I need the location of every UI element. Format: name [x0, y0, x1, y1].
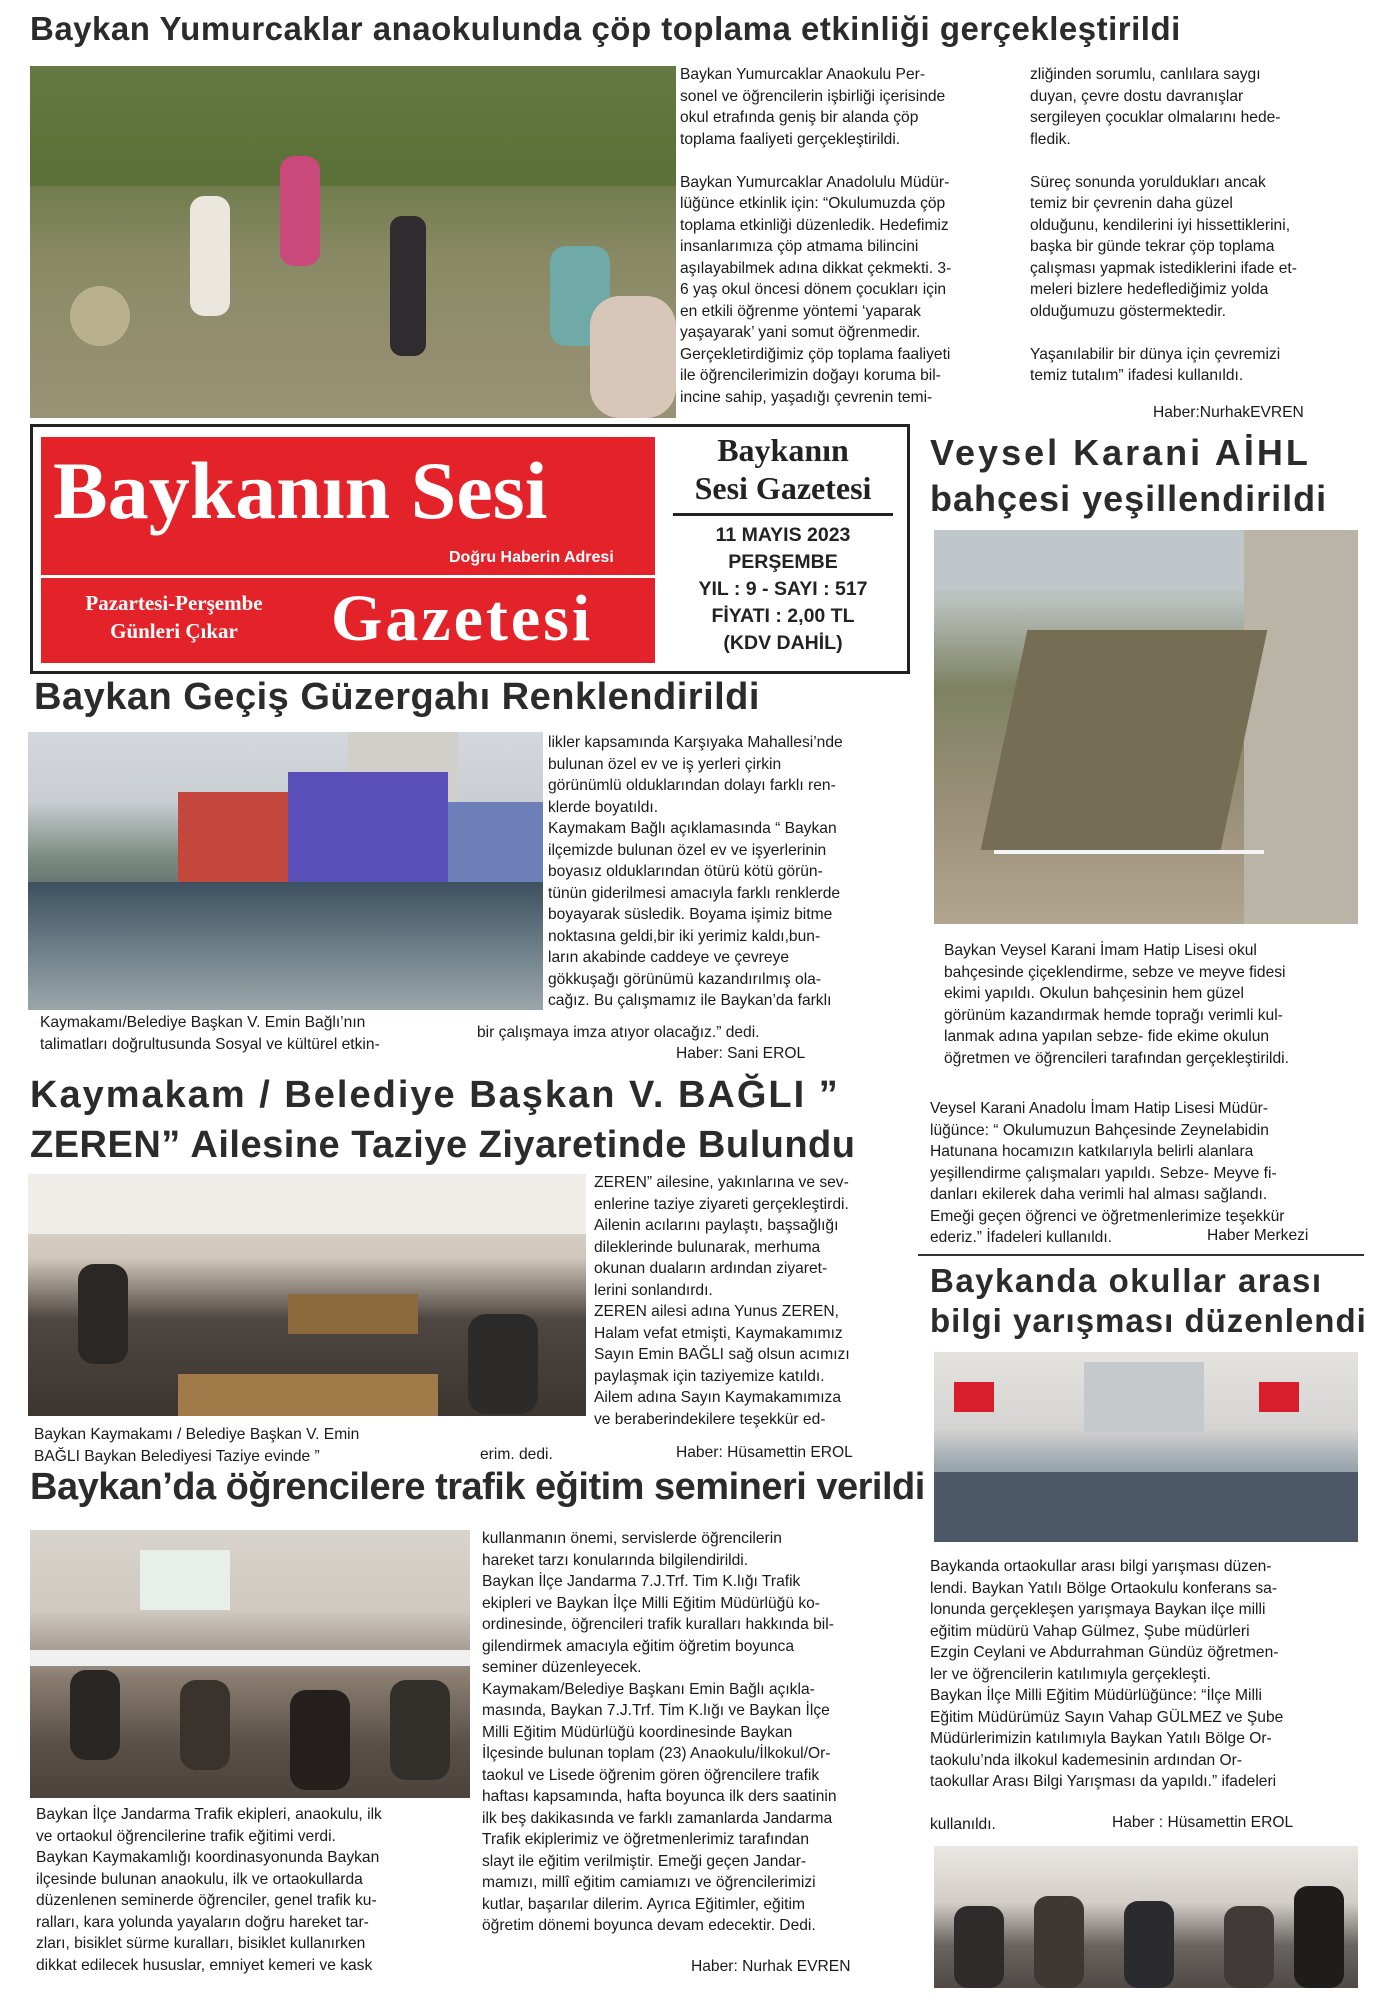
- masthead-right-title: Baykanın Sesi Gazetesi: [694, 432, 872, 506]
- headline-bilgi-1: Baykanda okullar arası: [930, 1262, 1323, 1299]
- headline-veysel-1: Veysel Karani AİHL: [930, 432, 1311, 473]
- veysel-byline: Haber Merkezi: [1207, 1227, 1309, 1244]
- photo-children-collecting-trash: [30, 66, 676, 418]
- taziye-caption: Baykan Kaymakamı / Belediye Başkan V. Emin BAĞLI Baykan Belediyesi Taziye evinde ”: [34, 1426, 360, 1465]
- photo-colored-buildings: [28, 732, 543, 1010]
- photo-quiz-competition: [934, 1352, 1358, 1542]
- issue-price: FİYATI : 2,00 TL: [711, 605, 855, 627]
- taziye-body: ZEREN” ailesine, yakınlarına ve sev- enlerine taziye ziyareti gerçekleştirdi. Ailenin acılarını paylaştı, başsağlığı dileklerinde bulunarak, merhuma okunan duaların ardından ziyaret- lerini sonlandırdı. ZEREN ailesi adına Yunus ZEREN, Halam vefat etmişti, Kaymakamımız Sayın Emin BAĞLI sağ olsun acımızı paylaşmak için taziyemize katıldı. Ailem adına Sayın Kaymakamımıza ve beraberindekilere teşekkür ed-: [594, 1174, 850, 1428]
- photo-quiz-audience: [934, 1846, 1358, 1988]
- taziye-byline: Haber: Hüsamettin EROL: [676, 1444, 853, 1461]
- gecis-body: likler kapsamında Karşıyaka Mahallesi’nde bulunan özel ev ve iş yerleri çirkin görünümlü olduklarından dolayı farklı ren- klerde boyatıldı. Kaymakam Bağlı açıklamasında “ Baykan ilçemizde bulunan özel ev ve işyerlerinin boyasız olduklarından ötürü kötü görün- tünün giderilmesi amacıyla farklı renklerde boyayarak süsledik. Boyama işimiz bitme noktasına geldi,bir iki yerimiz kaldı,bun- ların akabinde caddeye ve çevreye gökkuşağı görünümü kazandırılmış ola- cağız. Bu çalışmamız ile Baykan’da farklı: [548, 734, 843, 1009]
- issue-number: YIL : 9 - SAYI : 517: [698, 578, 868, 600]
- bilgi-body: Baykanda ortaokullar arası bilgi yarışması düzen- lendi. Baykan Yatılı Bölge Ortaokulu konferans sa- lonunda gerçekleşen yarışmaya Baykan ilçe milli eğitim müdürü Vahap Gülmez, Şube müdürleri Ezgin Ceylani ve Abdurrahman Gündüz öğretmen- ler ve öğrencilerin katılımıyla gerçekleşti. Baykan İlçe Milli Eğitim Müdürlüğünce: “İlçe Milli Eğitim Müdürümüz Sayın Vahap GÜLMEZ ve Şube Müdürlerimizin katılımıyla Baykan Yatılı Bölge Or- taokulu’nda ilkokul kademesinin ardından Or- taokullar Arası Bilgi Yarışması da yapıldı.” ifadeleri: [930, 1558, 1284, 1790]
- veysel-paragraph-1: Baykan Veysel Karani İmam Hatip Lisesi okul bahçesinde çiçeklendirme, sebze ve meyve fidesi ekimi yapıldı. Okulun bahçesinin hem güzel görünüm kazandırmak hemde toprağı verimli kul- lanmak adına yapılan sebze- fide ekime okulun öğretmen ve öğrencileri tarafından gerçekleştirildi.: [944, 942, 1289, 1067]
- headline-taziye-1: Kaymakam / Belediye Başkan V. BAĞLI ”: [30, 1074, 840, 1116]
- masthead-info: [663, 427, 903, 665]
- issue-day: PERŞEMBE: [728, 551, 838, 573]
- headline-cop: Baykan Yumurcaklar anaokulunda çöp toplama etkinliği gerçekleştirildi: [30, 10, 1181, 47]
- masthead-logo: [41, 437, 655, 663]
- trafik-right-column: kullanmanın önemi, servislerde öğrencilerin hareket tarzı konularında bilgilendirildi. Baykan İlçe Jandarma 7.J.Trf. Tim K.lığı Trafik ekipleri ve Baykan İlçe Milli Eğitim Müdürlüğü ko- ordinesinde, öğrencileri trafik kuralları hakkında bil- gilendirmek amacıyla eğitim öğretim boyunca seminer düzenleyecek. Kaymakam/Belediye Başkanı Emin Bağlı açıkla- masında, Baykan 7.J.Trf. Tim K.lığı ve Baykan İlçe Milli Eğitim Müdürlüğü koordinesinde Baykan İlçesinde bulunan toplam (23) Anaokulu/İlkokul/Or- taokul ve Lisede öğrenim gören öğrencilere trafik haftası kapsamında, hafta boyunca ilk ders saatinin ilk beş dakikasında ve farklı zamanlarda Jandarma Trafik ekiplerimiz ve öğretmenlerimiz tarafından slayt ile eğitim verilmiştir. Emeği geçen Jandar- mamızı, millî eğitim camiamızı ve öğrencilerimizi kutlar, başarılar dilerim. Ayrıca Eğitimler, eğitim öğretim dönemi boyunca devam edecektir. Dedi.: [482, 1530, 837, 1934]
- masthead-subtitle: Gazetesi: [331, 582, 594, 655]
- cop-column-1: Baykan Yumurcaklar Anaokulu Per- sonel ve öğrencilerin işbirliği içerisinde okul etrafında geniş bir alanda çöp toplama faaliyeti gerçekleştirildi. Baykan Yumurcaklar Anadolulu Müdür- lüğünce etkinlik için: “Okulumuzda çöp toplama etkinliği düzenledik. Hedefimiz insanlarımıza çöp atmama bilincini aşılayabilmek adına dikkat çekmekti. 3- 6 yaş okul öncesi dönem çocukları için en etkili öğrenme yöntemi ‘yaparak yaşayarak’ yani somut öğrenmedir. Gerçekletirdiğimiz çöp toplama faaliyeti ile öğrencilerimizin doğayı koruma bil- incine sahip, yaşadığı çevrenin temi-: [680, 66, 952, 406]
- gecis-last-line: bir çalışmaya imza atıyor olacağız.” dedi.: [477, 1024, 760, 1041]
- divider: [918, 1254, 1364, 1256]
- masthead-title: Baykanın Sesi: [53, 445, 548, 536]
- trafik-byline: Haber: Nurhak EVREN: [691, 1958, 851, 1975]
- cop-column-2: zliğinden sorumlu, canlılara saygı duyan, çevre dostu davranışlar sergileyen çocuklar olmalarını hede- fledik. Süreç sonunda yoruldukları ancak temiz bir çevrenin daha güzel olduğunu, kendilerini iyi hissettiklerini, başka bir günde tekrar çöp toplama çalışması yapmak istediklerini ifade et- meleri bizlere hedeflediğimiz yolda olduğumuzu göstermektedir. Yaşanılabilir bir dünya için çevremizi temiz tutalım” ifadesi kullanıldı.: [1030, 66, 1297, 384]
- headline-veysel-2: bahçesi yeşillendirildi: [930, 478, 1328, 519]
- masthead-schedule: Pazartesi-Perşembe Günleri Çıkar: [85, 591, 263, 643]
- masthead: [30, 424, 910, 674]
- veysel-last-line: ederiz.” İfadeleri kullanıldı.: [930, 1229, 1113, 1246]
- veysel-paragraph-2: Veysel Karani Anadolu İmam Hatip Lisesi Müdür- lüğünce: “ Okulumuzun Bahçesinde Zeynelabidin Hatunana hocamızın katkılarıyla belirli alanlara yeşillendirme çalışmaları yapıldı. Sebze- Meyve fi- danları ekilerek daha verimli hal alması sağlandı. Emeği geçen öğrenci ve öğretmenlerimize teşekkür: [930, 1100, 1285, 1225]
- headline-trafik: Baykan’da öğrencilere trafik eğitim semineri verildi: [30, 1466, 925, 1508]
- trafik-left-column: Baykan İlçe Jandarma Trafik ekipleri, anaokulu, ilk ve ortaokul öğrencilerine trafik eğitimi verdi. Baykan Kaymakamlığı koordinasyonunda Baykan ilçesinde bulunan anaokulu, ilk ve ortaokullarda düzenlenen seminerde öğrenciler, genel trafik ku- ralları, kara yolunda yayaların doğru hareket tar- zları, bisiklet sürme kuralları, bisiklet kullanırken dikkat edilecek hususlar, emniyet kemeri ve kask: [36, 1806, 382, 1974]
- cop-byline: Haber:NurhakEVREN: [1153, 404, 1304, 421]
- gecis-byline: Haber: Sani EROL: [676, 1045, 806, 1062]
- masthead-tagline: Doğru Haberin Adresi: [449, 549, 614, 566]
- issue-tax: (KDV DAHİL): [723, 632, 843, 654]
- headline-taziye-2: ZEREN” Ailesine Taziye Ziyaretinde Bulundu: [30, 1124, 856, 1166]
- photo-condolence-visit: [28, 1174, 586, 1416]
- photo-school-garden: [934, 530, 1358, 924]
- bilgi-last-line: kullanıldı.: [930, 1816, 996, 1833]
- gecis-caption: Kaymakamı/Belediye Başkan V. Emin Bağlı’nın talimatları doğrultusunda Sosyal ve kültürel etkin-: [40, 1014, 380, 1053]
- bilgi-byline: Haber : Hüsamettin EROL: [1112, 1814, 1294, 1831]
- headline-bilgi-2: bilgi yarışması düzenlendi: [930, 1302, 1367, 1339]
- headline-gecis: Baykan Geçiş Güzergahı Renklendirildi: [34, 676, 760, 718]
- taziye-last-line: erim. dedi.: [480, 1446, 553, 1463]
- photo-traffic-seminar: [30, 1530, 470, 1798]
- issue-date: 11 MAYIS 2023: [715, 524, 851, 546]
